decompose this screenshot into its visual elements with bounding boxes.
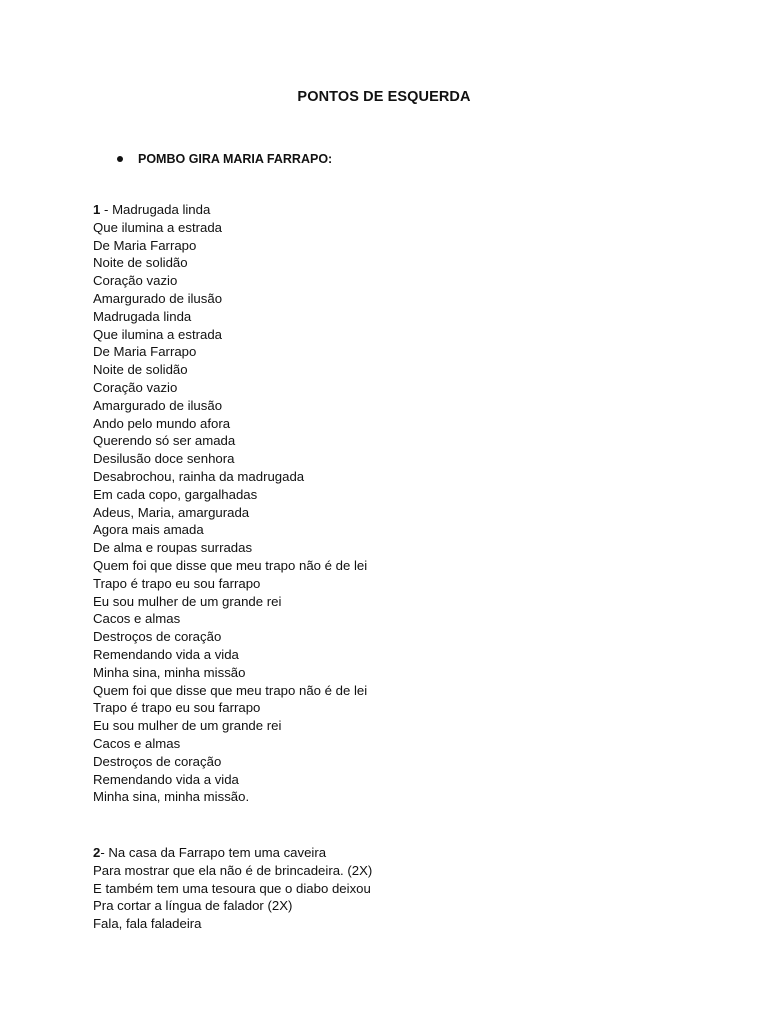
lyric-line: Eu sou mulher de um grande rei	[93, 593, 282, 609]
lyric-line: Pra cortar a língua de falador (2X)	[93, 898, 293, 914]
document-title: PONTOS DE ESQUERDA	[297, 89, 471, 105]
lyric-line: Coração vazio	[93, 273, 178, 289]
lyric-line: Amargurado de ilusão	[93, 290, 223, 306]
lyric-line: Em cada copo, gargalhadas	[93, 486, 258, 502]
lyric-line: Desilusão doce senhora	[93, 451, 235, 467]
lyric-line: Trapo é trapo eu sou farrapo	[93, 700, 261, 716]
ponto-2-first-line-text: - Na casa da Farrapo tem uma caveira	[100, 845, 327, 860]
lyric-line: Remendando vida a vida	[93, 771, 239, 787]
ponto-2-first-line	[93, 844, 372, 862]
ponto-1-lines	[93, 219, 367, 806]
lyric-line: De Maria Farrapo	[93, 344, 197, 360]
lyric-line: De Maria Farrapo	[93, 237, 197, 253]
lyric-line: Quem foi que disse que meu trapo não é de lei	[93, 682, 368, 698]
bullet-icon	[117, 156, 123, 162]
lyric-line: E também tem uma tesoura que o diabo deixou	[93, 880, 371, 896]
ponto-2-number: 2	[93, 845, 101, 860]
lyric-line: Cacos e almas	[93, 735, 181, 751]
lyric-line: Cacos e almas	[93, 611, 181, 627]
lyric-line: Noite de solidão	[93, 362, 188, 378]
section-heading-text: POMBO GIRA MARIA FARRAPO:	[138, 152, 333, 166]
lyric-line: Adeus, Maria, amargurada	[93, 504, 250, 520]
lyric-line: Destroços de coração	[93, 753, 222, 769]
lyric-line: Que ilumina a estrada	[93, 219, 223, 235]
ponto-2-lines	[93, 862, 372, 933]
lyric-line: Remendando vida a vida	[93, 646, 239, 662]
lyric-line: Desabrochou, rainha da madrugada	[93, 468, 305, 484]
lyric-line: Fala, fala faladeira	[93, 916, 202, 932]
lyric-line: De alma e roupas surradas	[93, 540, 253, 556]
lyric-line: Agora mais amada	[93, 522, 204, 538]
ponto-1-first-line	[93, 201, 367, 219]
ponto-1-number: 1	[93, 202, 101, 217]
lyric-line: Madrugada linda	[93, 308, 192, 324]
lyric-line: Para mostrar que ela não é de brincadeira. (2X)	[93, 862, 373, 878]
lyric-line: Minha sina, minha missão.	[93, 789, 250, 805]
ponto-1-first-line-text: - Madrugada linda	[100, 202, 211, 217]
lyric-line: Trapo é trapo eu sou farrapo	[93, 575, 261, 591]
lyric-line: Coração vazio	[93, 379, 178, 395]
section-heading	[117, 152, 332, 166]
lyric-line: Amargurado de ilusão	[93, 397, 223, 413]
lyric-line: Que ilumina a estrada	[93, 326, 223, 342]
lyric-line: Noite de solidão	[93, 255, 188, 271]
lyric-line: Quem foi que disse que meu trapo não é de lei	[93, 557, 368, 573]
ponto-2-lyrics	[93, 844, 372, 933]
ponto-1-lyrics	[93, 201, 367, 806]
lyric-line: Eu sou mulher de um grande rei	[93, 718, 282, 734]
lyric-line: Querendo só ser amada	[93, 433, 236, 449]
lyric-line: Minha sina, minha missão	[93, 664, 246, 680]
lyric-line: Destroços de coração	[93, 629, 222, 645]
lyric-line: Ando pelo mundo afora	[93, 415, 231, 431]
